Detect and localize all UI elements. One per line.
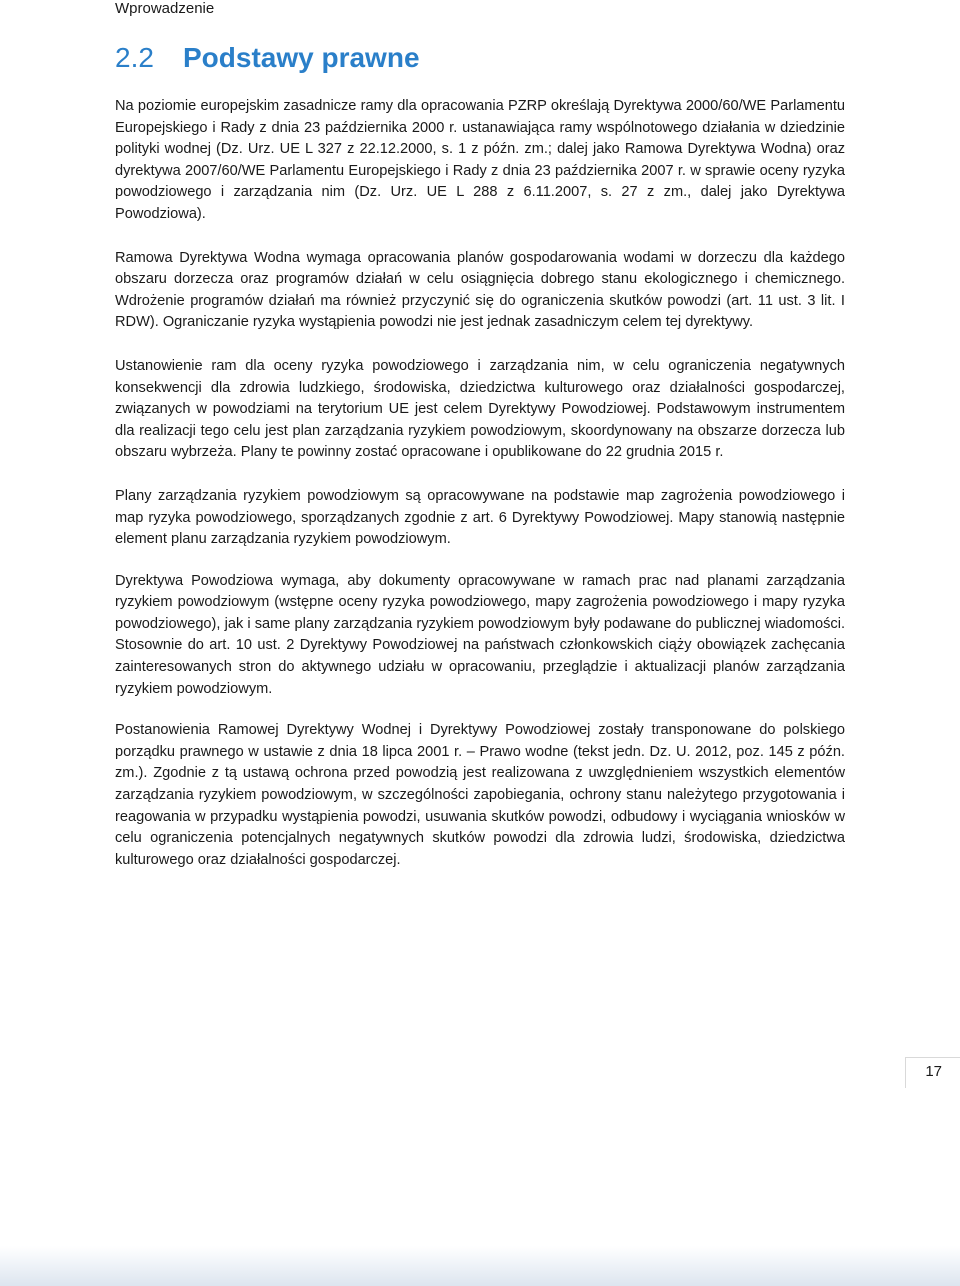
paragraph-water-directive: Ramowa Dyrektywa Wodna wymaga opracowania planów gospodarowania wodami w dorzeczu dla każdego obszaru dorzecza oraz programów działań w celu osiągnięcia dobrego stanu ekologicznego i chemicznego. Wdrożenie programów działań ma również przyczynić się do ograniczenia skutków powodzi (art. 11 ust. 3 lit. I RDW). Ograniczanie ryzyka wystąpienia powodzi nie jest jednak zasadniczym celem tej dyrektywy. xyxy=(115,249,845,331)
section-number: 2.2 xyxy=(115,42,154,73)
paragraph-polish-transposition: Postanowienia Ramowej Dyrektywy Wodnej i Dyrektywy Powodziowej zostały transponowane do polskiego porządku prawnego w ustawie z dnia 18 lipca 2001 r. – Prawo wodne (tekst jedn. Dz. U. 2012, poz. 145 z późn. zm.). Zgodnie z tą ustawą ochrona przed powodzią jest realizowana z uwzględnieniem wszystkich elementów zarządzania ryzykiem powodziowym, w szczególności zapobiegania, ochrony stanu należytego przygotowania i reagowania w przypadku wystąpienia powodzi, usuwania skutków powodzi, odbudowy i wyciągania wniosków w celu ograniczenia potencjalnych negatywnych skutków powodzi dla zdrowia ludzi, środowiska, dziedzictwa kulturowego oraz działalności gospodarczej. xyxy=(115,722,845,868)
page-number-box xyxy=(905,1057,960,1088)
section-heading xyxy=(115,40,420,76)
paragraph-public-information: Dyrektywa Powodziowa wymaga, aby dokumenty opracowywane w ramach prac nad planami zarządzania ryzykiem powodziowym (wstępne oceny ryzyka powodziowego, mapy zagrożenia powodziowego i mapy ryzyka powodziowego), jak i same plany zarządzania ryzykiem powodziowym były podawane do publicznej wiadomości. Stosownie do art. 10 ust. 2 Dyrektywy Powodziowej na państwach członkowskich ciąży obowiązek zachęcania zainteresowanych stron do aktywnego udziału w opracowaniu, przeglądzie i aktualizacji planów zarządzania ryzykiem powodziowym. xyxy=(115,572,845,697)
section-title: Podstawy prawne xyxy=(183,42,420,73)
page-number: 17 xyxy=(925,1063,942,1080)
paragraph-flood-plans: Plany zarządzania ryzykiem powodziowym są opracowywane na podstawie map zagrożenia powodziowego i map ryzyka powodziowego, sporządzanych zgodnie z art. 6 Dyrektywy Powodziowej. Mapy stanowią następnie element planu zarządzania ryzykiem powodziowym. xyxy=(115,487,845,548)
body-content xyxy=(115,96,845,871)
paragraph-floods-directive-goal: Ustanowienie ram dla oceny ryzyka powodziowego i zarządzania nim, w celu ograniczenia negatywnych konsekwencji dla zdrowia ludzkiego, środowiska, dziedzictwa kulturowego oraz działalności gospodarczej, związanych w powodziami na terytorium UE jest celem Dyrektywy Powodziowej. Podstawowym instrumentem dla realizacji tego celu jest plan zarządzania ryzykiem powodziowym, skoordynowany na obszarze dorzecza lub obszaru wybrzeża. Plany te powinny zostać opracowane i opublikowane do 22 grudnia 2015 r. xyxy=(115,357,845,461)
running-header: Wprowadzenie xyxy=(115,0,215,17)
footer-band xyxy=(0,1246,960,1286)
paragraph-legal-framework: Na poziomie europejskim zasadnicze ramy dla opracowania PZRP określają Dyrektywa 2000/60/WE Parlamentu Europejskiego i Rady z dnia 23 października 2000 r. ustanawiająca ramy wspólnotowego działania w dziedzinie polityki wodnej (Dz. Urz. UE L 327 z 22.12.2000, s. 1 z późn. zm.; dalej jako Ramowa Dyrektywa Wodna) oraz dyrektywa 2007/60/WE Parlamentu Europejskiego i Rady z dnia 23 października 2007 r. w sprawie oceny ryzyka powodziowego i zarządzania nim (Dz. Urz. UE L 288 z 6.11.2007, s. 27 z zm., dalej jako Dyrektywa Powodziowa). xyxy=(115,98,845,222)
